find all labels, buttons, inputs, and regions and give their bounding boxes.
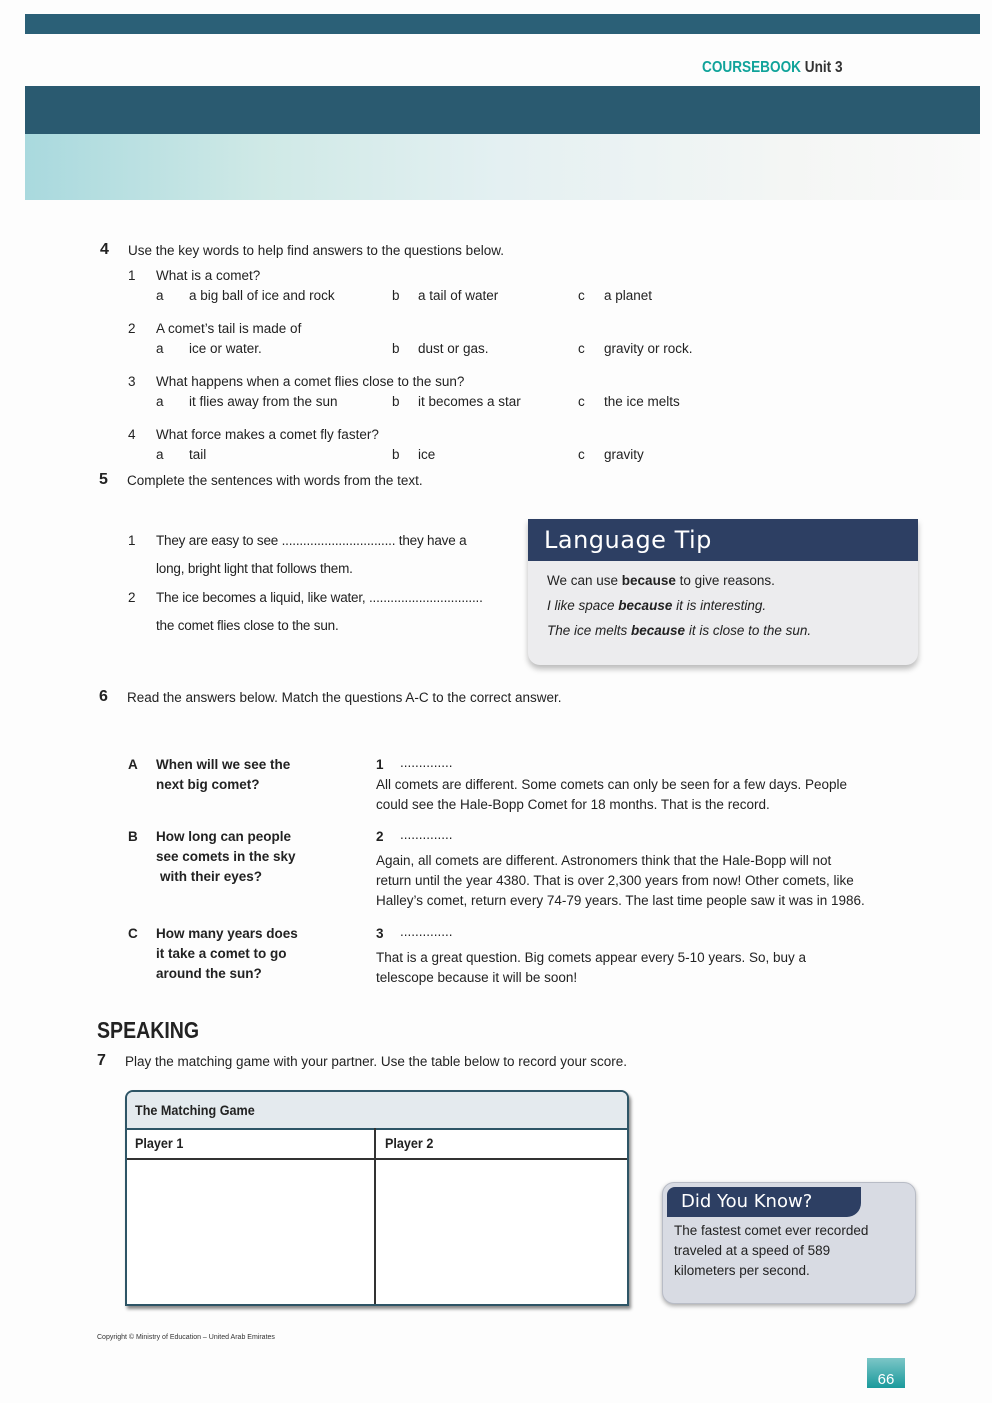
option-letter: c <box>578 341 585 356</box>
option-letter: b <box>392 341 400 356</box>
exercise-instruction: Complete the sentences with words from the text. <box>127 473 423 488</box>
option-letter: a <box>156 288 164 303</box>
option-letter: c <box>578 394 585 409</box>
fact-line: traveled at a speed of 589 <box>674 1243 831 1258</box>
sentence-line: long, bright light that follows them. <box>156 561 353 576</box>
top-band <box>25 14 980 34</box>
option-text[interactable]: gravity or rock. <box>604 341 693 356</box>
exercise-instruction: Read the answers below. Match the questions A-C to the correct answer. <box>127 690 562 705</box>
sentence-line: The ice becomes a liquid, like water, ................................ <box>156 590 483 605</box>
tip-line <box>547 598 766 613</box>
matching-game-table <box>125 1090 629 1306</box>
question-line: next big comet? <box>156 777 260 792</box>
did-you-know-box <box>662 1182 916 1304</box>
option-letter: a <box>156 447 164 462</box>
question-number: 3 <box>128 374 136 389</box>
answer-blank[interactable]: .............. <box>400 924 453 939</box>
sentence-line: They are easy to see ................................ they have a <box>156 533 467 548</box>
question-text: A comet’s tail is made of <box>156 321 302 336</box>
option-text[interactable]: a tail of water <box>418 288 499 303</box>
speaking-heading: SPEAKING <box>97 1017 200 1043</box>
option-text[interactable]: tail <box>189 447 207 462</box>
question-number: 2 <box>128 321 136 336</box>
answer-number: 2 <box>376 829 384 844</box>
question-letter: C <box>128 926 138 941</box>
question-number: 4 <box>128 427 136 442</box>
question-line: around the sun? <box>156 966 262 981</box>
tip-line <box>547 623 811 638</box>
sentence-line: the comet flies close to the sun. <box>156 618 339 633</box>
language-tip-title: Language Tip <box>528 519 918 561</box>
player-2-score-cell[interactable] <box>379 1162 623 1300</box>
tip-keyword: because <box>618 598 673 613</box>
fact-line: kilometers per second. <box>674 1263 810 1278</box>
answer-line: return until the year 4380. That is over 2,300 years from now! Other comets, like <box>376 873 854 888</box>
tip-text: it is close to the sun. <box>685 623 812 638</box>
tip-keyword: because <box>631 623 686 638</box>
answer-blank[interactable]: .............. <box>400 827 453 842</box>
question-text: What force makes a comet fly faster? <box>156 427 379 442</box>
option-text[interactable]: dust or gas. <box>418 341 489 356</box>
option-letter: b <box>392 288 400 303</box>
question-letter: A <box>128 757 138 772</box>
exercise-instruction: Play the matching game with your partner. Use the table below to record your score. <box>125 1054 628 1069</box>
question-line: see comets in the sky <box>156 849 296 864</box>
question-line: with their eyes? <box>160 869 263 884</box>
answer-line: All comets are different. Some comets can only be seen for a few days. People <box>376 777 847 792</box>
tip-line <box>547 573 775 588</box>
gradient-banner <box>25 134 980 200</box>
page-number: 66 <box>867 1358 905 1388</box>
column-header-player-2: Player 2 <box>385 1135 434 1151</box>
unit-header <box>702 59 843 77</box>
exercise-number: 7 <box>97 1052 106 1069</box>
answer-line: That is a great question. Big comets appear every 5-10 years. So, buy a <box>376 950 806 965</box>
fact-line: The fastest comet ever recorded <box>674 1223 869 1238</box>
question-line: How many years does <box>156 926 298 941</box>
answer-line: could see the Hale-Bopp Comet for 18 months. That is the record. <box>376 797 770 812</box>
exercise-instruction: Use the key words to help find answers to the questions below. <box>128 243 504 258</box>
tip-keyword: because <box>621 573 676 588</box>
option-text[interactable]: a big ball of ice and rock <box>189 288 335 303</box>
title-band <box>25 86 980 134</box>
tip-text: We can use <box>547 573 622 588</box>
unit-label: Unit 3 <box>804 59 843 76</box>
language-tip-box <box>528 519 918 665</box>
question-line: When will we see the <box>156 757 291 772</box>
player-1-score-cell[interactable] <box>129 1162 371 1300</box>
question-letter: B <box>128 829 138 844</box>
question-text: What is a comet? <box>156 268 261 283</box>
table-title: The Matching Game <box>135 1102 255 1118</box>
option-letter: b <box>392 447 400 462</box>
did-you-know-title: Did You Know? <box>667 1187 861 1217</box>
answer-number: 3 <box>376 926 384 941</box>
option-text[interactable]: gravity <box>604 447 644 462</box>
copyright: Copyright © Ministry of Education – United Arab Emirates <box>97 1334 275 1341</box>
question-text: What happens when a comet flies close to the sun? <box>156 374 465 389</box>
option-text[interactable]: it flies away from the sun <box>189 394 338 409</box>
coursebook-label: COURSEBOOK <box>702 59 801 76</box>
answer-line: Again, all comets are different. Astronomers think that the Hale-Bopp will not <box>376 853 832 868</box>
question-line: it take a comet to go <box>156 946 287 961</box>
tip-text: to give reasons. <box>675 573 775 588</box>
option-letter: c <box>578 288 585 303</box>
column-header-player-1: Player 1 <box>135 1135 184 1151</box>
option-letter: a <box>156 341 164 356</box>
column-divider <box>374 1128 376 1304</box>
exercise-number: 5 <box>99 471 108 488</box>
answer-number: 1 <box>376 757 384 772</box>
sentence-number: 1 <box>128 533 136 548</box>
answer-line: Halley’s comet, return every 74-79 years. The last time people saw it was in 1986. <box>376 893 865 908</box>
tip-text: I like space <box>547 598 619 613</box>
option-text[interactable]: it becomes a star <box>418 394 521 409</box>
option-letter: b <box>392 394 400 409</box>
tip-text: it is interesting. <box>672 598 767 613</box>
answer-blank[interactable]: .............. <box>400 755 453 770</box>
exercise-number: 6 <box>99 688 108 705</box>
option-text[interactable]: a planet <box>604 288 653 303</box>
tip-text: The ice melts <box>547 623 632 638</box>
option-text[interactable]: ice or water. <box>189 341 262 356</box>
sentence-number: 2 <box>128 590 136 605</box>
option-text[interactable]: the ice melts <box>604 394 680 409</box>
question-number: 1 <box>128 268 136 283</box>
option-letter: c <box>578 447 585 462</box>
question-line: How long can people <box>156 829 292 844</box>
option-text[interactable]: ice <box>418 447 436 462</box>
answer-line: telescope because it will be soon! <box>376 970 578 985</box>
exercise-number: 4 <box>100 241 109 258</box>
option-letter: a <box>156 394 164 409</box>
